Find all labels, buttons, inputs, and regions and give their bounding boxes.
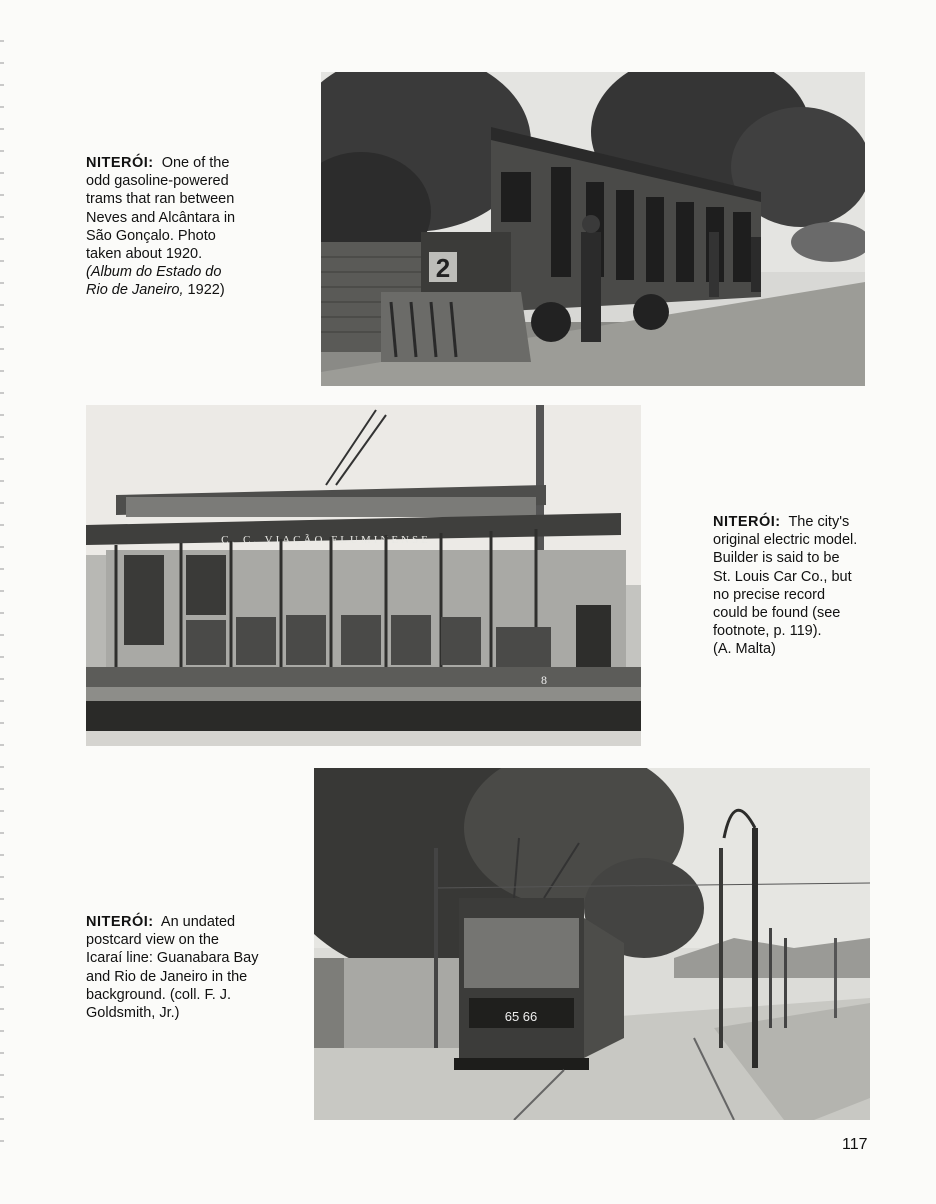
caption-line: Builder is said to be xyxy=(713,550,840,567)
source-year: 1922) xyxy=(183,282,225,299)
caption-line: footnote, p. 119). xyxy=(713,623,822,640)
caption-gasoline-tram xyxy=(86,154,286,300)
binding-holes xyxy=(0,40,4,1160)
caption-line: postcard view on the xyxy=(86,932,219,949)
caption-line: The city's xyxy=(788,514,850,530)
page-number: 117 xyxy=(842,1136,868,1153)
caption-source xyxy=(86,281,286,299)
caption-line: One of the xyxy=(161,155,230,171)
caption-line: background. (coll. F. J. xyxy=(86,986,232,1003)
photo-icarai-tram xyxy=(314,768,870,1120)
caption-line: trams that ran between xyxy=(86,191,235,208)
caption-electric-car xyxy=(713,513,913,659)
source-italic: Rio de Janeiro, xyxy=(86,282,184,299)
caption-heading: NITERÓI: xyxy=(713,514,781,530)
caption-heading: NITERÓI: xyxy=(86,155,154,171)
caption-line: St. Louis Car Co., but xyxy=(713,568,852,585)
caption-line: São Gonçalo. Photo xyxy=(86,227,216,244)
caption-line: could be found (see xyxy=(713,605,841,622)
caption-heading: NITERÓI: xyxy=(86,914,154,930)
car-roof-lettering: C. C. VIAÇÃO FLUMINENSE xyxy=(221,534,431,546)
caption-line: no precise record xyxy=(713,586,826,603)
photo-open-electric-car xyxy=(86,405,641,746)
caption-icarai-postcard xyxy=(86,913,296,1022)
car-number: 8 xyxy=(541,673,547,687)
caption-line: taken about 1920. xyxy=(86,246,203,263)
caption-line: Goldsmith, Jr.) xyxy=(86,1005,180,1022)
caption-line: (A. Malta) xyxy=(713,641,776,658)
caption-line: Icaraí line: Guanabara Bay xyxy=(86,950,259,967)
source-italic: (Album do Estado do xyxy=(86,264,222,281)
tram-car-number: 65 66 xyxy=(504,1009,538,1024)
caption-line: original electric model. xyxy=(713,532,858,549)
caption-line: and Rio de Janeiro in the xyxy=(86,968,248,985)
caption-line: Neves and Alcântara in xyxy=(86,209,236,226)
caption-source xyxy=(86,263,286,281)
tram-plate-number: 2 xyxy=(435,253,451,283)
photo-gasoline-tram xyxy=(321,72,865,386)
caption-line: An undated xyxy=(160,914,236,930)
caption-line: odd gasoline-powered xyxy=(86,173,229,190)
